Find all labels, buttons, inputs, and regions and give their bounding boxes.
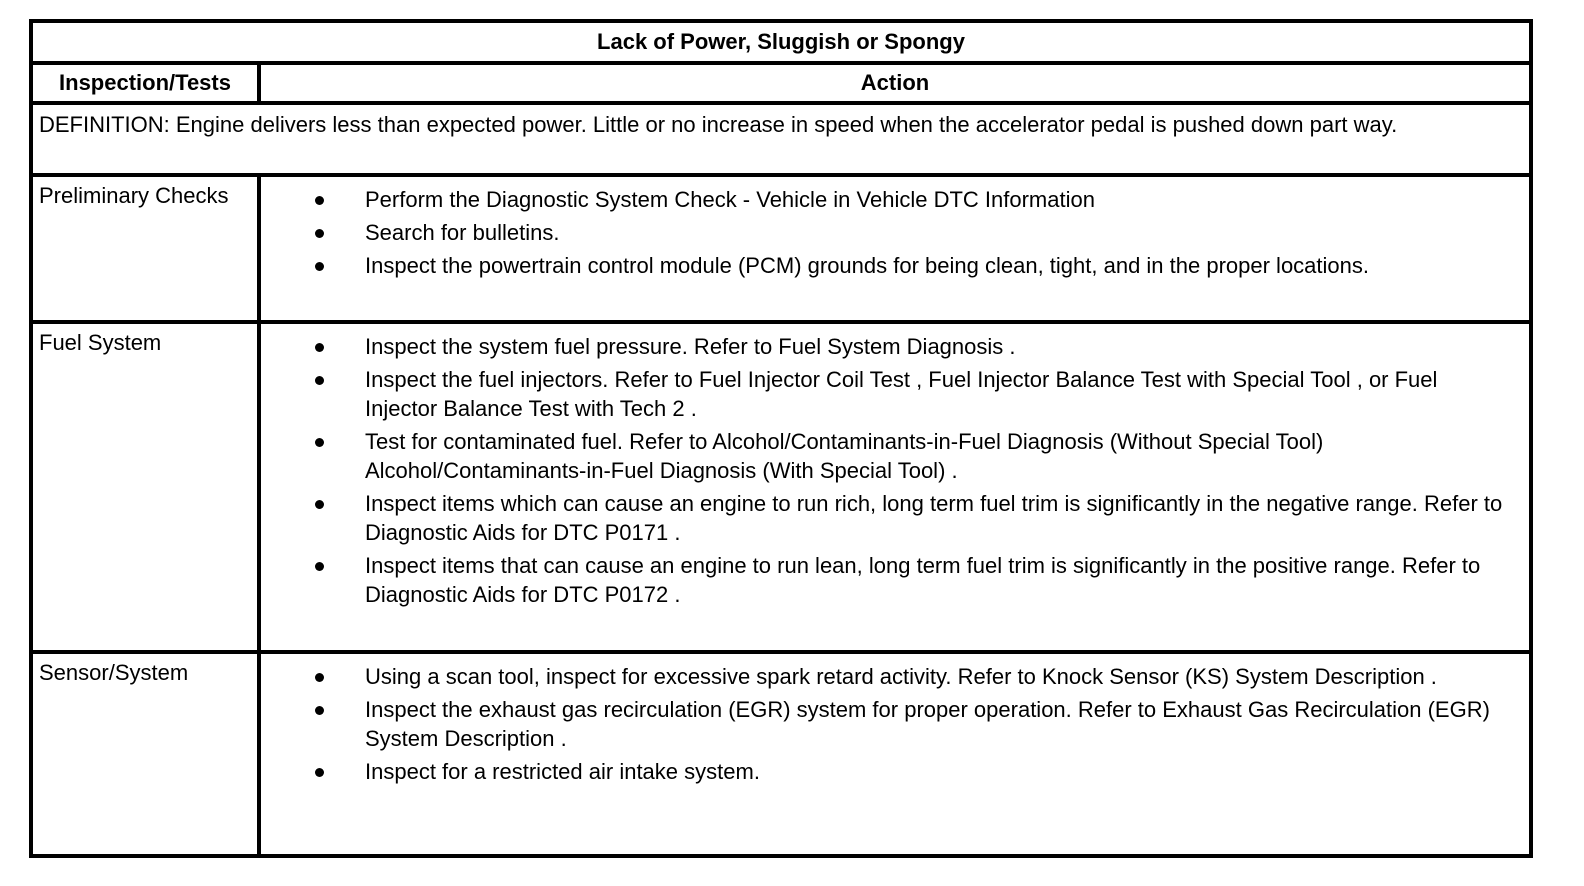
section-actions [259, 175, 1531, 322]
action-text: Inspect the exhaust gas recirculation (EGR) system for proper operation. Refer to Exhaust Gas Recirculation (EGR) System Description . [365, 697, 1490, 751]
section-label: Sensor/System [31, 652, 259, 856]
action-item [261, 427, 1509, 485]
definition-text: DEFINITION: Engine delivers less than expected power. Little or no increase in speed when the accelerator pedal is pushed down part way. [31, 103, 1531, 175]
section-actions [259, 652, 1531, 856]
action-item [261, 365, 1509, 423]
action-item [261, 662, 1509, 691]
bullet-icon [315, 768, 324, 777]
action-text: Inspect items that can cause an engine to run lean, long term fuel trim is significantly in the positive range. Refer to Diagnostic Aids for DTC P0172 . [365, 553, 1481, 607]
section-row-preliminary-checks [31, 175, 1531, 322]
header-inspection-tests: Inspection/Tests [31, 63, 259, 103]
bullet-icon [315, 706, 324, 715]
action-item [261, 551, 1509, 609]
action-text: Search for bulletins. [365, 220, 560, 245]
section-actions [259, 322, 1531, 652]
section-label: Fuel System [31, 322, 259, 652]
action-text: Perform the Diagnostic System Check - Vehicle in Vehicle DTC Information [365, 187, 1095, 212]
action-item [261, 695, 1509, 753]
bullet-icon [315, 376, 324, 385]
action-item [261, 218, 1509, 247]
action-text: Inspect the powertrain control module (PCM) grounds for being clean, tight, and in the proper locations. [365, 253, 1369, 278]
action-text: Inspect items which can cause an engine to run rich, long term fuel trim is significantly in the negative range. Refer to Diagnostic Aids for DTC P0171 . [365, 491, 1503, 545]
bullet-icon [315, 343, 324, 352]
action-item [261, 185, 1509, 214]
action-item [261, 489, 1509, 547]
header-row [31, 63, 1531, 103]
bullet-icon [315, 673, 324, 682]
action-text: Inspect for a restricted air intake system. [365, 759, 760, 784]
definition-row [31, 103, 1531, 175]
action-text: Using a scan tool, inspect for excessive spark retard activity. Refer to Knock Sensor (KS) System Description . [365, 664, 1437, 689]
action-list [261, 332, 1509, 609]
action-item [261, 757, 1509, 786]
section-label: Preliminary Checks [31, 175, 259, 322]
bullet-icon [315, 438, 324, 447]
bullet-icon [315, 562, 324, 571]
bullet-icon [315, 500, 324, 509]
bullet-icon [315, 196, 324, 205]
section-row-fuel-system [31, 322, 1531, 652]
action-item [261, 251, 1509, 280]
action-item [261, 332, 1509, 361]
action-list [261, 185, 1509, 280]
section-row-sensor-system [31, 652, 1531, 856]
bullet-icon [315, 229, 324, 238]
action-text: Inspect the system fuel pressure. Refer to Fuel System Diagnosis . [365, 334, 1016, 359]
header-action: Action [259, 63, 1531, 103]
action-list [261, 662, 1509, 786]
table-title: Lack of Power, Sluggish or Spongy [31, 21, 1531, 63]
action-text: Test for contaminated fuel. Refer to Alcohol/Contaminants-in-Fuel Diagnosis (Without Special Tool) Alcohol/Contaminants-in-Fuel Diagnosis (With Special Tool) . [365, 429, 1324, 483]
title-row [31, 21, 1531, 63]
bullet-icon [315, 262, 324, 271]
action-text: Inspect the fuel injectors. Refer to Fuel Injector Coil Test , Fuel Injector Balance Test with Special Tool , or Fuel Injector Balance Test with Tech 2 . [365, 367, 1438, 421]
diagnostic-table [29, 19, 1533, 858]
